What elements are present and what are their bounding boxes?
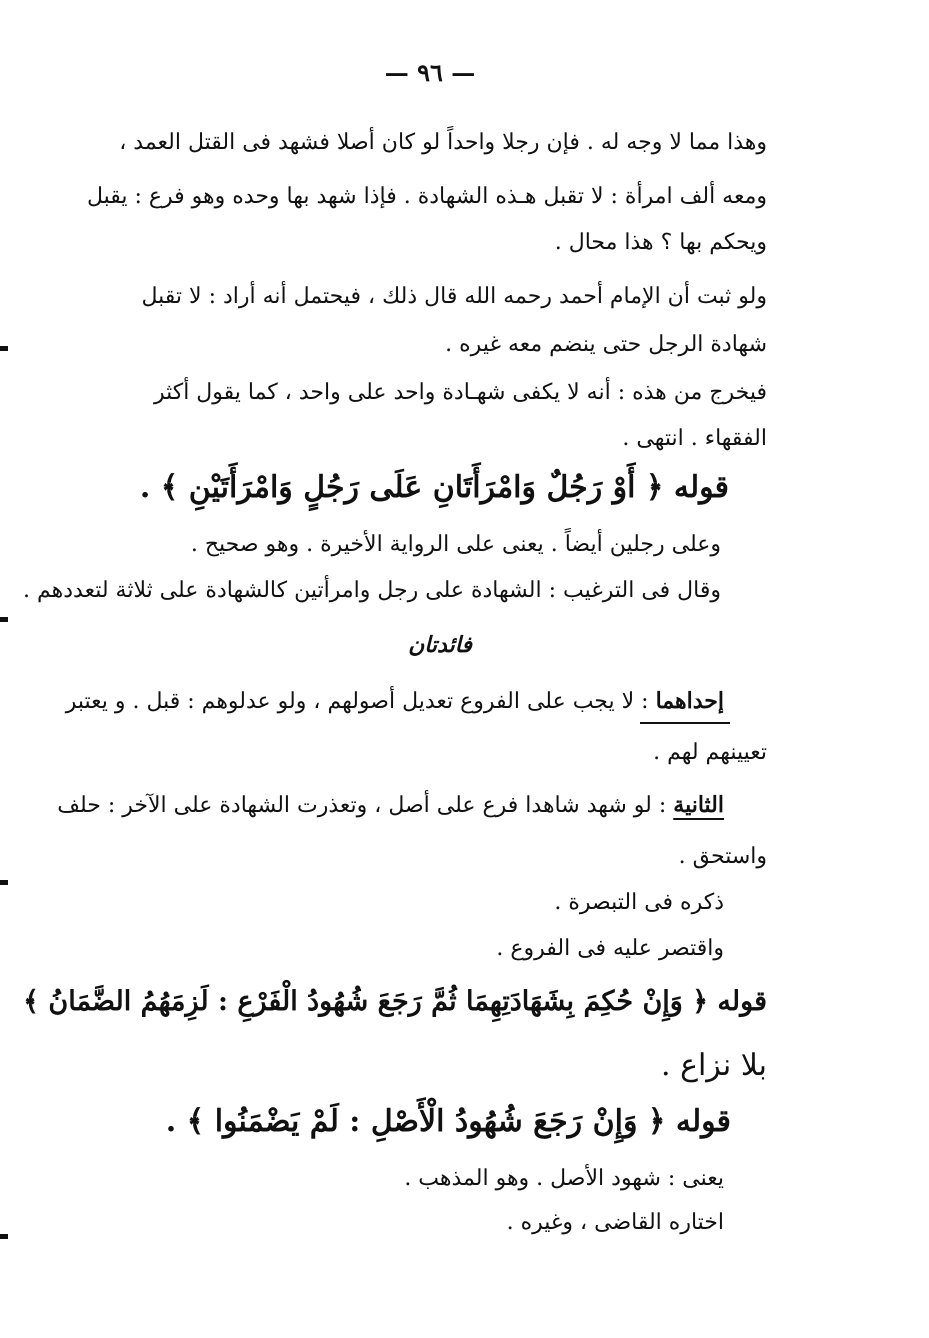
- text-line: وعلى رجلين أيضاً . يعنى على الرواية الأخيرة . وهو صحيح .: [190, 532, 721, 557]
- text-line: وهذا مما لا وجه له . فإن رجلا واحداً لو كان أصلا فشهد فى القتل العمد ،: [119, 130, 767, 155]
- text-line: وقال فى الترغيب : الشهادة على رجل وامرأتين كالشهادة على ثلاثة لتعددهم .: [23, 578, 721, 603]
- benefit-label: الثانية: [673, 792, 724, 818]
- scan-margin-mark: [0, 617, 8, 622]
- text-line: ويحكم بها ؟ هذا محال .: [554, 230, 767, 255]
- scan-margin-mark: [0, 880, 8, 885]
- section-subheading: فائدتان: [408, 632, 472, 658]
- benefit-two: [57, 790, 724, 821]
- quranic-quote: قوله ﴿ أَوْ رَجُلٌ وَامْرَأَتَانِ عَلَى رَجُلٍ وَامْرَأَتَيْنِ ﴾ .: [139, 470, 729, 505]
- page-number: — ٩٦ —: [384, 58, 476, 87]
- text-line: واقتصر عليه فى الفروع .: [496, 936, 724, 961]
- scan-margin-mark: [0, 1234, 8, 1239]
- text-line: الفقهاء . انتهى .: [622, 426, 767, 451]
- text-line: ذكره فى التبصرة .: [554, 890, 724, 915]
- benefit-one: [66, 686, 724, 717]
- text-line: يعنى : شهود الأصل . وهو المذهب .: [404, 1166, 724, 1191]
- benefit-text: : لو شهد شاهدا فرع على أصل ، وتعذرت الشهادة على الآخر : حلف: [57, 793, 667, 818]
- quranic-quote: قوله ﴿ وَإِنْ حُكِمَ بِشَهَادَتِهِمَا ثُمَّ رَجَعَ شُهُودُ الْفَرْعِ : لَزِمَهُمُ الضَّمَانُ ﴾: [23, 986, 767, 1017]
- benefit-label: إحداهما: [655, 688, 724, 714]
- scan-margin-mark: [0, 346, 8, 351]
- text-line: فيخرج من هذه : أنه لا يكفى شهـادة واحد على واحد ، كما يقول أكثر: [153, 380, 767, 405]
- underline-rule: [640, 722, 730, 724]
- text-line: ومعه ألف امرأة : لا تقبل هـذه الشهادة . فإذا شهد بها وحده وهو فرع : يقبل: [86, 184, 767, 209]
- text-line: تعيينهم لهم .: [653, 740, 767, 765]
- text-line: اختاره القاضى ، وغيره .: [506, 1210, 724, 1235]
- text-line: شهادة الرجل حتى ينضم معه غيره .: [445, 332, 767, 357]
- text-line: بلا نزاع .: [661, 1048, 767, 1083]
- quranic-quote: قوله ﴿ وَإِنْ رَجَعَ شُهُودُ الْأَصْلِ : لَمْ يَضْمَنُوا ﴾ .: [165, 1104, 731, 1139]
- text-line: ولو ثبت أن الإمام أحمد رحمه الله قال ذلك ، فيحتمل أنه أراد : لا تقبل: [141, 284, 767, 309]
- text-line: واستحق .: [678, 844, 767, 869]
- benefit-text: : لا يجب على الفروع تعديل أصولهم ، ولو عدلوهم : قبل . و يعتبر: [65, 689, 649, 714]
